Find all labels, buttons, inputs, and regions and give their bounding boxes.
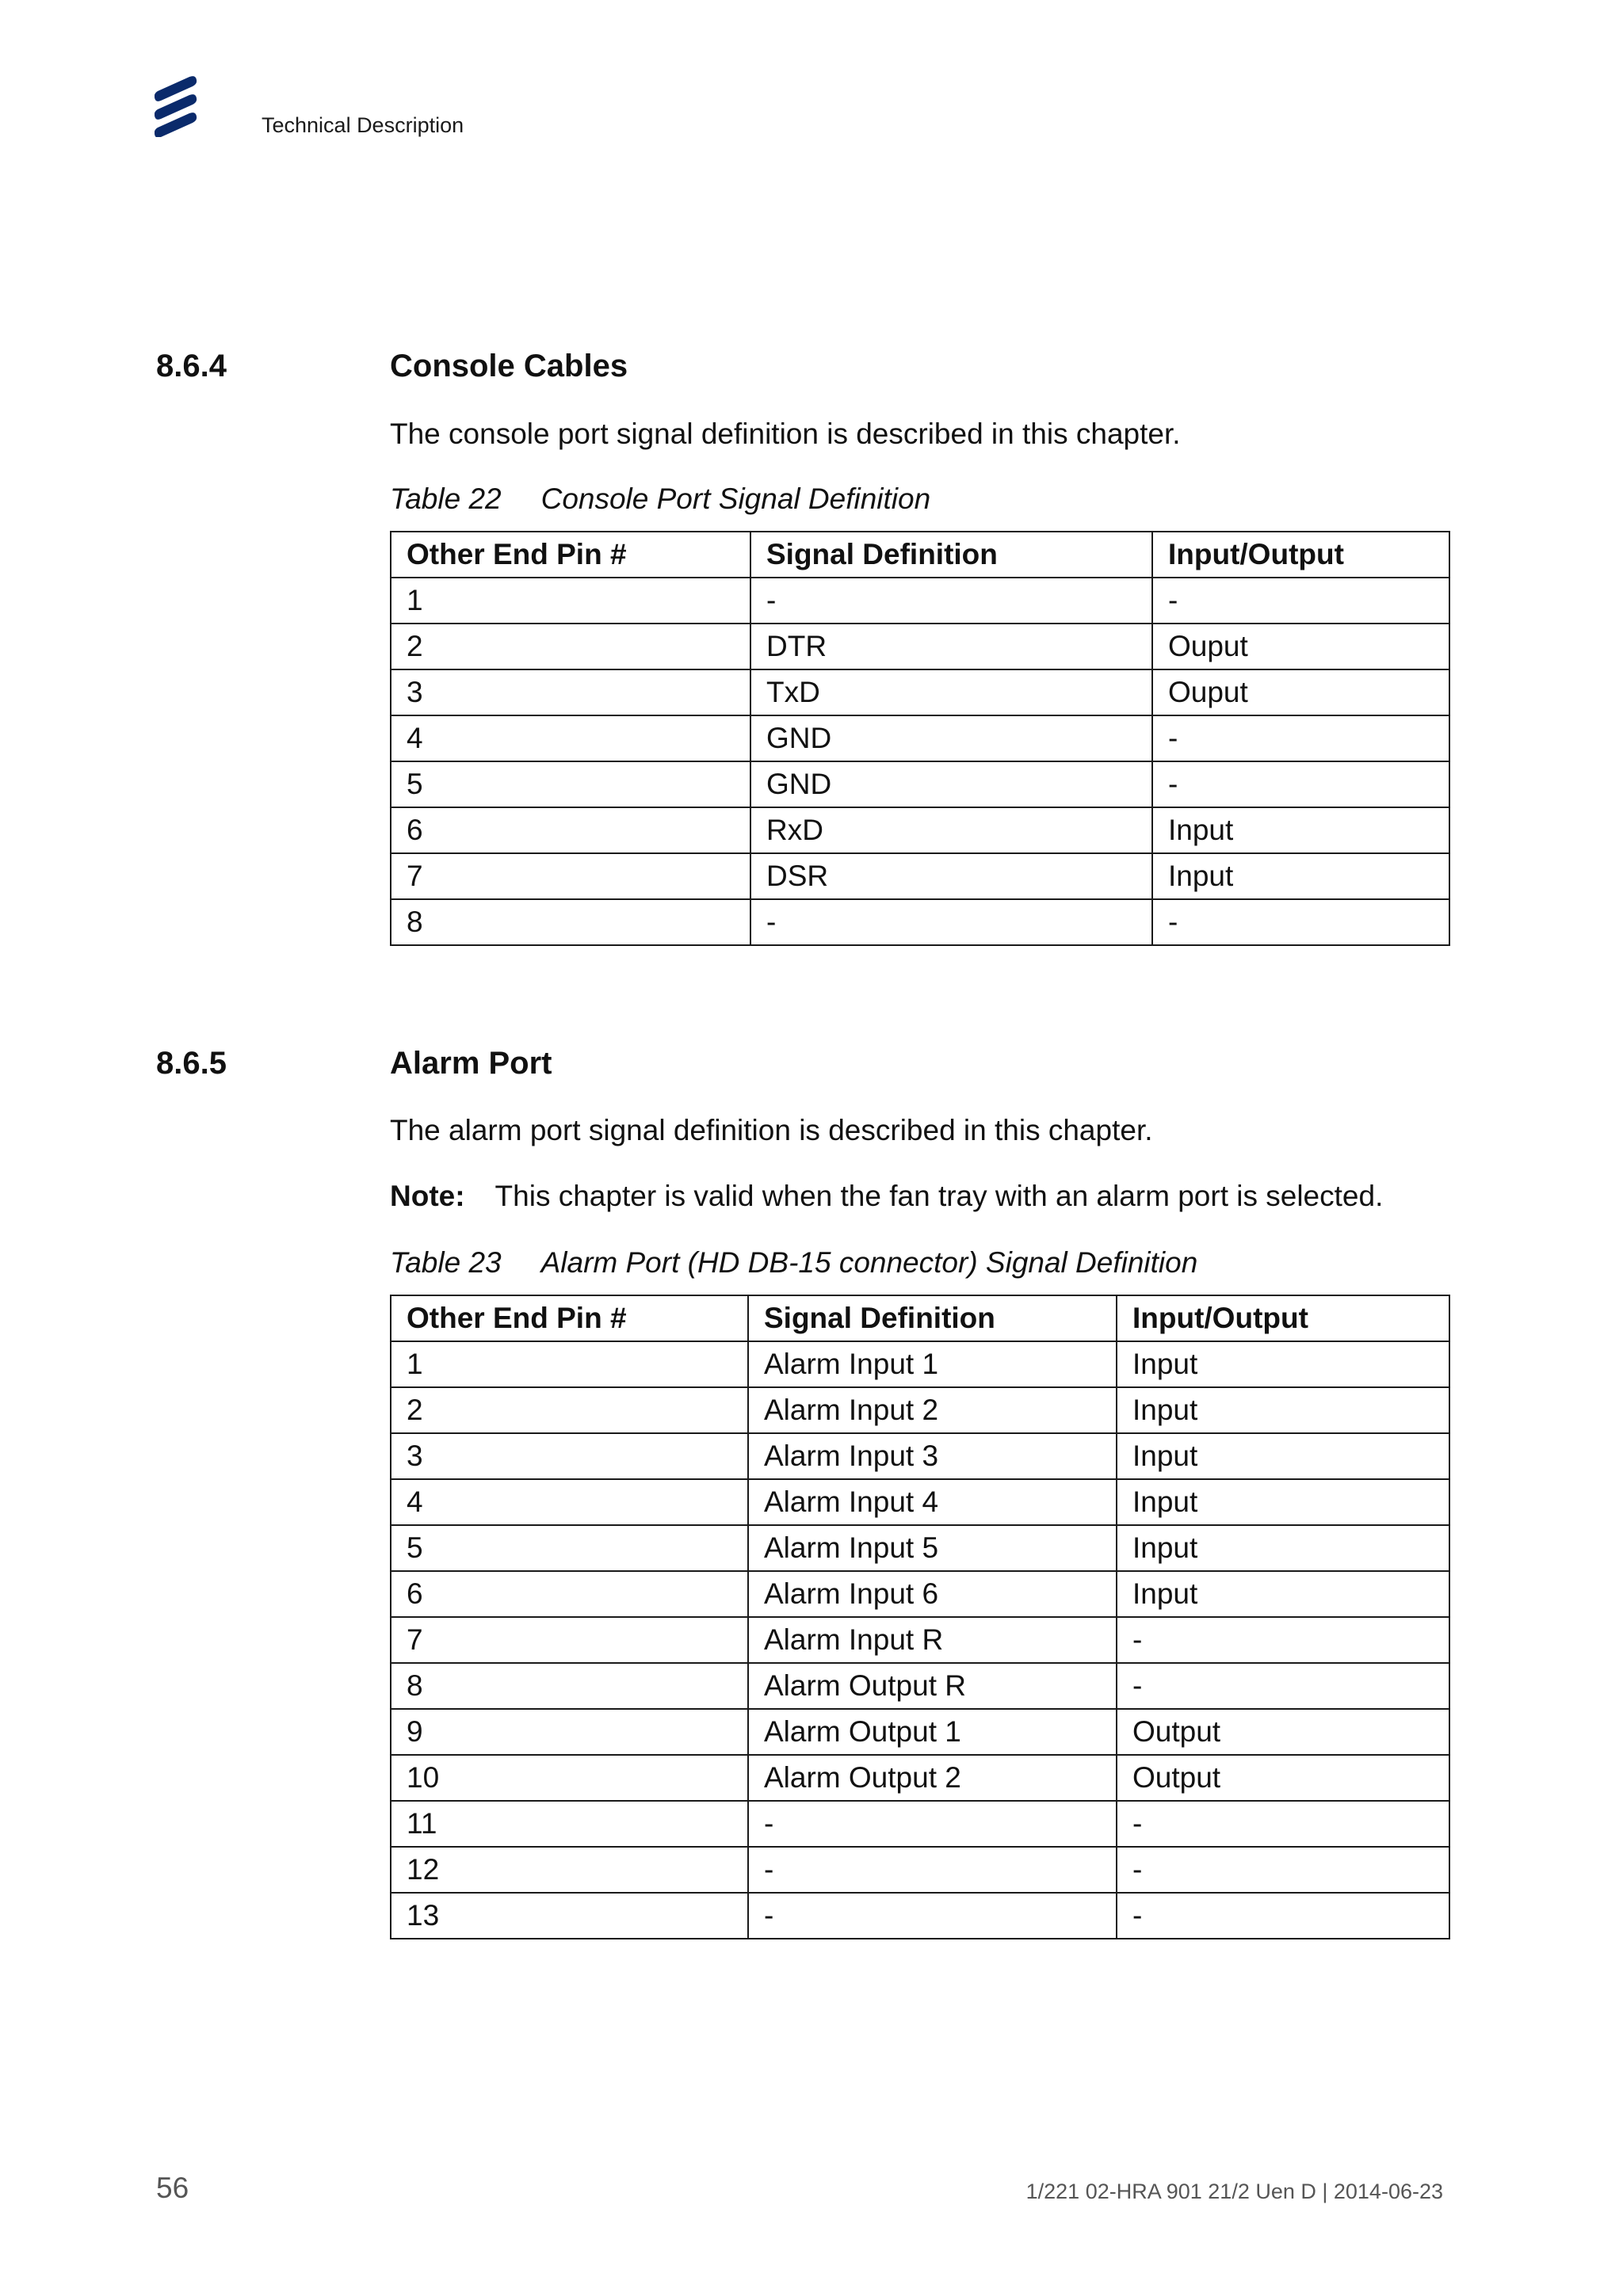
table-cell: Input [1152, 853, 1449, 899]
table-cell: Alarm Input 4 [748, 1479, 1117, 1525]
column-header: Other End Pin # [391, 532, 750, 578]
table-cell: Alarm Input 1 [748, 1341, 1117, 1387]
table-cell: - [748, 1893, 1117, 1939]
column-header: Input/Output [1117, 1295, 1449, 1341]
table-row [391, 1479, 1449, 1525]
table-cell: 1 [391, 578, 750, 624]
column-header: Signal Definition [750, 532, 1152, 578]
table-row [391, 1571, 1449, 1617]
table-cell: - [1117, 1847, 1449, 1893]
table-cell: 6 [391, 1571, 748, 1617]
table-cell: 7 [391, 1617, 748, 1663]
table-row [391, 1663, 1449, 1709]
table-cell: 3 [391, 669, 750, 715]
table-cell: - [748, 1801, 1117, 1847]
table-cell: Alarm Output R [748, 1663, 1117, 1709]
table-cell: Input [1117, 1341, 1449, 1387]
table-cell: Alarm Input R [748, 1617, 1117, 1663]
table-cell: 1 [391, 1341, 748, 1387]
header-title: Technical Description [262, 113, 464, 137]
document-id: 1/221 02-HRA 901 21/2 Uen D | 2014-06-23 [1025, 2180, 1443, 2203]
table-row [391, 1709, 1449, 1755]
table-row [391, 669, 1449, 715]
table-row [391, 1801, 1449, 1847]
table-cell: - [750, 578, 1152, 624]
table-caption [390, 1246, 1197, 1280]
table-header-row [391, 532, 1449, 578]
column-header: Input/Output [1152, 532, 1449, 578]
table-row [391, 807, 1449, 853]
table-cell: Input [1117, 1571, 1449, 1617]
column-header: Signal Definition [748, 1295, 1117, 1341]
table-row [391, 853, 1449, 899]
table-cell: 12 [391, 1847, 748, 1893]
table-cell: 3 [391, 1433, 748, 1479]
table-cell: 11 [391, 1801, 748, 1847]
table-cell: 4 [391, 715, 750, 761]
table-cell: Ouput [1152, 669, 1449, 715]
table-row [391, 578, 1449, 624]
table-row [391, 624, 1449, 669]
table-row [391, 1387, 1449, 1433]
table-row [391, 761, 1449, 807]
section-number: 8.6.4 [156, 349, 227, 383]
table-cell: - [748, 1847, 1117, 1893]
ericsson-logo-icon [155, 75, 199, 137]
table-cell: Alarm Input 3 [748, 1433, 1117, 1479]
section-intro: The console port signal definition is described in this chapter. [390, 418, 1181, 450]
table-cell: 8 [391, 899, 750, 945]
table-cell: TxD [750, 669, 1152, 715]
table-cell: Ouput [1152, 624, 1449, 669]
column-header: Other End Pin # [391, 1295, 748, 1341]
table-row [391, 899, 1449, 945]
table-cell: DTR [750, 624, 1152, 669]
table-caption [390, 482, 930, 516]
section-title: Alarm Port [390, 1046, 552, 1081]
table-cell: 5 [391, 761, 750, 807]
table-row [391, 1525, 1449, 1571]
alarm-signal-table [390, 1295, 1450, 1939]
table-cell: Input [1117, 1479, 1449, 1525]
table-cell: Input [1117, 1525, 1449, 1571]
table-cell: Alarm Output 2 [748, 1755, 1117, 1801]
section-title: Console Cables [390, 349, 628, 383]
table-row [391, 715, 1449, 761]
table-cell: DSR [750, 853, 1152, 899]
table-cell: 2 [391, 1387, 748, 1433]
table-cell: - [1152, 578, 1449, 624]
table-cell: Input [1152, 807, 1449, 853]
table-cell: 4 [391, 1479, 748, 1525]
table-cell: - [1117, 1663, 1449, 1709]
table-cell: GND [750, 761, 1152, 807]
page-number: 56 [156, 2172, 189, 2204]
caption-title: Console Port Signal Definition [540, 482, 931, 515]
table-cell: - [1152, 899, 1449, 945]
table-cell: 2 [391, 624, 750, 669]
note-text: This chapter is valid when the fan tray with an alarm port is selected. [495, 1180, 1384, 1212]
note [390, 1180, 1383, 1213]
table-cell: 8 [391, 1663, 748, 1709]
table-cell: Alarm Input 2 [748, 1387, 1117, 1433]
table-row [391, 1617, 1449, 1663]
section-intro: The alarm port signal definition is described in this chapter. [390, 1114, 1153, 1146]
table-cell: 13 [391, 1893, 748, 1939]
table-cell: Output [1117, 1755, 1449, 1801]
table-cell: Input [1117, 1433, 1449, 1479]
table-header-row [391, 1295, 1449, 1341]
table-cell: - [1117, 1801, 1449, 1847]
table-cell: - [750, 899, 1152, 945]
table-row [391, 1755, 1449, 1801]
table-row [391, 1433, 1449, 1479]
table-row [391, 1341, 1449, 1387]
table-row [391, 1893, 1449, 1939]
table-cell: - [1152, 715, 1449, 761]
table-cell: 6 [391, 807, 750, 853]
table-cell: Input [1117, 1387, 1449, 1433]
table-cell: GND [750, 715, 1152, 761]
caption-number: Table 22 [390, 482, 502, 515]
caption-number: Table 23 [390, 1246, 502, 1279]
table-cell: - [1117, 1893, 1449, 1939]
note-label: Note: [390, 1180, 465, 1212]
table-cell: Output [1117, 1709, 1449, 1755]
caption-title: Alarm Port (HD DB-15 connector) Signal Definition [540, 1246, 1198, 1279]
table-cell: - [1152, 761, 1449, 807]
table-cell: - [1117, 1617, 1449, 1663]
table-cell: 5 [391, 1525, 748, 1571]
console-signal-table [390, 531, 1450, 946]
section-number: 8.6.5 [156, 1046, 227, 1081]
table-cell: Alarm Input 5 [748, 1525, 1117, 1571]
table-cell: 10 [391, 1755, 748, 1801]
table-row [391, 1847, 1449, 1893]
table-cell: Alarm Input 6 [748, 1571, 1117, 1617]
table-cell: 9 [391, 1709, 748, 1755]
table-cell: Alarm Output 1 [748, 1709, 1117, 1755]
table-cell: 7 [391, 853, 750, 899]
table-cell: RxD [750, 807, 1152, 853]
